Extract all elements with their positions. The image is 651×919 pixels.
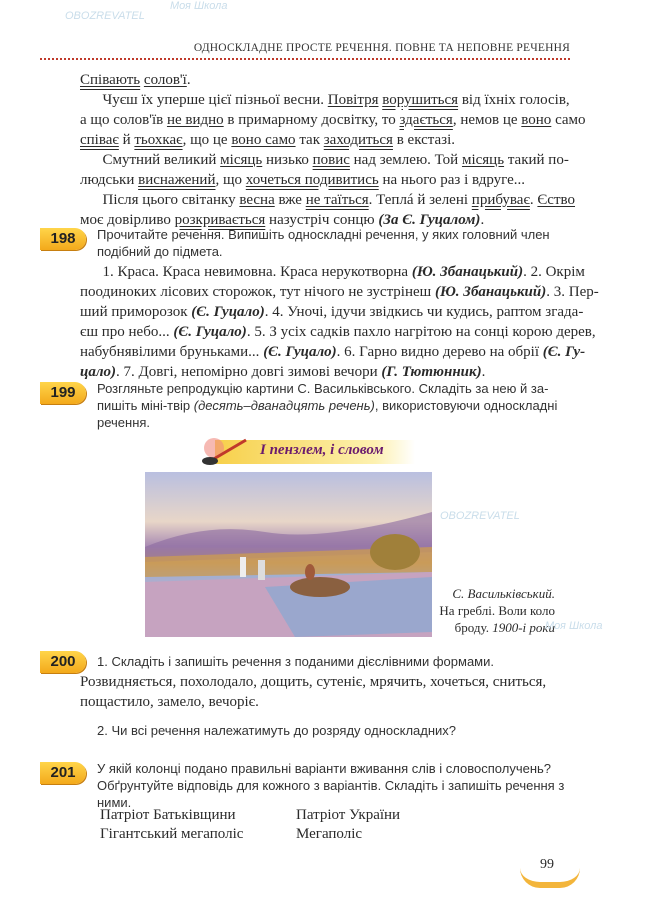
text-line [80,90,580,110]
running-header: ОДНОСКЛАДНЕ ПРОСТЕ РЕЧЕННЯ. ПОВНЕ ТА НЕПОВНЕ РЕЧЕННЯ [193,42,570,54]
source-citation: цало) [80,364,117,380]
text-segment: , немов це [452,112,522,128]
underlined-word: воно [521,112,552,128]
page-number: 99 [540,857,554,872]
underlined-word: солов'ї [143,72,187,88]
task-200-question-2: 2. Чи всі речення належатимуть до розряду односкладних? [97,723,457,738]
text-segment: . 7. Довгі, непомірно довгі зимові вечори [116,364,382,380]
text-segment: над землею. Той [349,152,462,168]
painting-author: С. Васильківський. [452,586,555,601]
text-line [80,110,586,130]
intro-text [80,70,586,230]
underlined-word: не таїться [305,192,369,208]
text-segment: Після цього світанку [80,192,240,208]
task-instruction [97,226,597,260]
instruction-line: ними. [97,795,132,810]
word-list-line: пощастило, замело, вечоріє. [80,694,259,710]
text-segment: а що солов'їв [80,112,167,128]
painting-date: 1900-і роки [492,620,555,635]
underlined-word: Єство [537,192,576,208]
text-segment: моє довірливо [80,212,175,228]
underlined-word: ворушиться [382,92,459,108]
column-item: Гігантський мегаполіс [100,826,244,842]
paintbrush-icon [200,436,250,466]
source-citation: (Є. Гуцало) [173,324,247,340]
text-segment: від їхніх голосів, [458,92,570,108]
painting-title-cont: броду. [454,620,493,635]
text-segment: Чуєш їх уперше цієї пізньої весни. [80,92,328,108]
underlined-word: місяць [461,152,505,168]
task-number-badge: 199 [40,382,86,404]
task-number-badge: 200 [40,651,86,673]
painting-title: На греблі. Воли коло [439,603,555,618]
rubric-title: І пензлем, і словом [260,442,384,458]
underlined-word: Співають [80,72,141,88]
instruction-line: Прочитайте речення. Випишіть односкладні речення, у яких головний член [97,227,550,242]
text-segment: . 4. Уночі, ідучи звідкись чи кудись, раптом згада- [264,304,584,320]
text-line [80,130,580,150]
text-segment: набубнявілими бруньками... [80,344,264,360]
source-citation: (За Є. Гуцалом) [378,212,481,228]
watermark: Моя Школа [170,0,228,12]
underlined-word: весна [239,192,275,208]
painting-caption [430,585,555,636]
text-segment: людськи [80,172,139,188]
text-segment: . 3. Пер- [546,284,599,300]
source-citation: (Г. Тютюнник) [381,364,482,380]
text-segment: в екстазі. [392,132,456,148]
text: пишіть міні-твір [97,398,194,413]
text-segment: єш про небо... [80,324,174,340]
source-citation: (Ю. Збанацький) [411,264,524,280]
text-line [80,150,580,170]
text-segment: вже [274,192,306,208]
underlined-word: Повітря [327,92,379,108]
text-line [80,302,584,322]
underlined-word: виснажений [138,172,216,188]
source-citation: (Є. Гуцало) [191,304,265,320]
underlined-word: тьохкає [134,132,183,148]
text-segment: в примарному досвітку, то [223,112,400,128]
text-line [80,322,596,342]
task-200-words [80,672,580,712]
source-citation: (Є. Гуцало) [263,344,337,360]
instruction-line: Розгляньте репродукцію картини С. Васильківського. Складіть за нею й за- [97,381,549,396]
text-segment: й [118,132,135,148]
text-segment: . [480,212,485,228]
text-segment: на нього раз і вдруге... [378,172,526,188]
text-line [80,190,580,210]
source-citation: (Є. Гу- [542,344,586,360]
instruction-line [97,397,597,414]
instruction-line: речення. [97,415,151,430]
text-segment: низько [262,152,313,168]
column-item: Патріот Батьківщини [100,807,236,823]
word-list-line: Розвидняється, похолодало, дощить, сутеніє, мрячить, хочеться, сниться, [80,674,547,690]
underlined-word: заходиться [323,132,393,148]
text-segment: . [186,72,191,88]
text-line [80,282,599,302]
task-number-badge: 198 [40,228,86,250]
watermark: Моя Школа [545,620,603,632]
watermark: OBOZREVATEL [440,510,520,522]
text-segment: 1. Краса. Краса невимовна. Краса нерукотворна [80,264,412,280]
underlined-word: не видно [166,112,224,128]
instruction-line: У якій колонці подано правильні варіанти вживання слів і словосполучень? [97,761,552,776]
underlined-word: здається [399,112,453,128]
task-number-badge: 201 [40,762,86,784]
underlined-word: розкривається [174,212,266,228]
instruction-line: подібний до підмета. [97,244,223,259]
text-line [80,70,580,90]
text-segment: . 2. Окрім [523,264,585,280]
text-segment: такий по- [504,152,569,168]
text-segment: . 6. Гарно видно дерево на обрії [336,344,543,360]
instruction-line: Обґрунтуйте відповідь для кожного з варіантів. Складіть і запишіть речення з [97,778,565,793]
column-item: Мегаполіс [296,826,363,842]
text-segment: , що це [182,132,232,148]
underlined-word: співає [80,132,119,148]
source-citation: (Ю. Збанацький) [434,284,547,300]
task-instruction [97,760,597,811]
watermark: OBOZREVATEL [65,10,145,22]
column-1 [100,806,300,844]
text-line [80,262,585,282]
text-segment: само [551,112,586,128]
text-segment: ший приморозок [80,304,192,320]
task-instruction [97,380,597,431]
text: , використовуючи односкладні [374,398,558,413]
underlined-word: хочеться подивитись [245,172,379,188]
text-segment: . 5. З усіх садків пахло нагрітою на сонці корою дерев, [246,324,596,340]
column-2 [296,806,496,844]
text-segment: . [481,364,486,380]
painting-image [145,472,432,637]
underlined-word: прибуває [471,192,530,208]
text-segment: . Теплá й зелені [368,192,472,208]
text-segment: . [529,192,538,208]
text-segment: так [295,132,324,148]
text-line [80,342,586,362]
text-line [80,362,580,382]
column-item: Патріот України [296,807,401,823]
text-segment: , що [215,172,246,188]
wreath-ornament-icon [520,868,580,888]
text: (десять–дванадцять речень) [193,398,375,413]
underlined-word: повис [312,152,350,168]
text-segment: Смутний великий [80,152,221,168]
task-198-sentences [80,262,599,382]
text-segment: поодиноких лісових сторожок, тут нічого не зустрінеш [80,284,435,300]
text-segment: назустріч сонцю [265,212,379,228]
text-line [80,170,580,190]
task-question-1: 1. Складіть і запишіть речення з поданими дієслівними формами. [97,654,494,669]
underlined-word: місяць [220,152,263,168]
header-divider [40,58,570,60]
underlined-word: воно само [231,132,296,148]
